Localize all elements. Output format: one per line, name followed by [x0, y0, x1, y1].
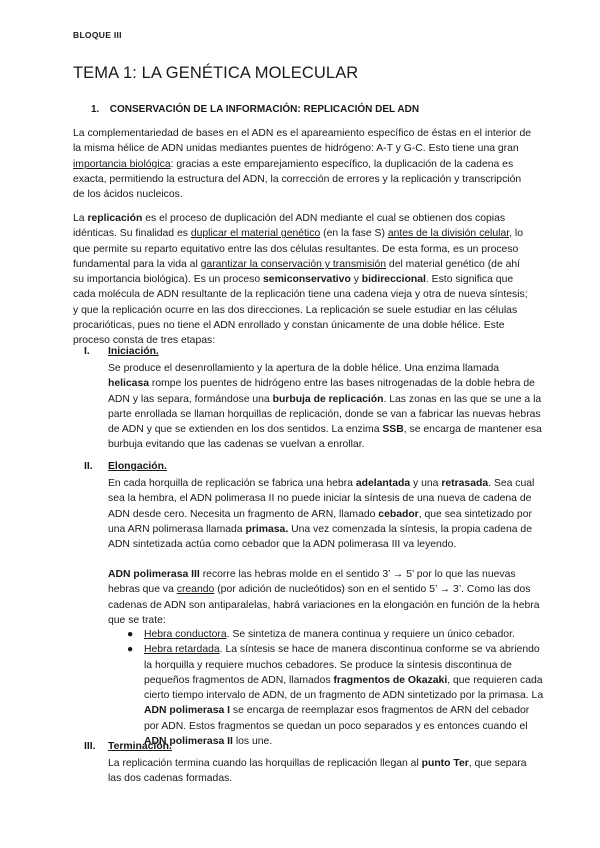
strand-list: [124, 627, 544, 749]
replication-paragraph: La replicación es el proceso de duplicación del ADN mediante el cual se obtienen dos copias idénticas. Su finalidad es duplicar el material genético (en la fase S) antes de la división celular, lo que permite su reparto equitativo entre las dos células resultantes. De esta forma, es un proceso fundamental para la vida al garantizar la conservación y transmisión del material genético (de ahí su importancia biológica). Es un proceso semiconservativo y bidireccional. Esto significa que cada molécula de ADN resultante de la replicación tiene una cadena vieja y otra de nueva síntesis; y que la replicación ocurre en las dos direcciones. La replicación se suele estudiar en las células procarióticas, pues no tiene el ADN enrollado y constan únicamente de una doble hélice. Este proceso consta de tres etapas:: [73, 213, 528, 347]
stage-number: I.: [84, 346, 90, 357]
underlined-text: garantizar la conservación y transmisión: [200, 258, 387, 270]
stage-body: En cada horquilla de replicación se fabrica una hebra adelantada y una retrasada. Sea cual sea la hembra, el ADN polimerasa II no puede iniciar la síntesis de una nueva de cadena de ADN desde cero. Necesita un fragmento de ARN, llamado cebador, que sea sintetizado por una ARN polimerasa llamada primasa. Una vez comenzada la síntesis, la propia cadena de ADN sintetizada actúa como cebador que la ADN polimerasa III va leyendo.: [108, 478, 535, 551]
stage-body: Se produce el desenrollamiento y la apertura de la doble hélice. Una enzima llamada helicasa rompe los puentes de hidrógeno entre las bases nitrogenadas de la doble hebra de ADN y las separa, formándose una burbuja de replicación. Las zonas en las que se une a la parte enrollada se llaman horquillas de replicación, donde se van a fabricar las nuevas hebras de ADN y que se extienden en los dos sentidos. La enzima SSB, se encarga de mantener esa burbuja evitando que las cadenas se vuelvan a enrollar.: [108, 363, 542, 451]
stage-title: Terminación.: [108, 741, 172, 752]
page-header: BLOQUE III: [73, 30, 122, 40]
stage-number: III.: [84, 741, 96, 752]
section-title: CONSERVACIÓN DE LA INFORMACIÓN: REPLICACIÓN DEL ADN: [109, 104, 420, 115]
underlined-text: antes de la división celular: [387, 228, 510, 240]
intro-paragraph: La complementariedad de bases en el ADN es el apareamiento específico de éstas en el interior de la misma hélice de ADN unidas mediantes puentes de hidrógeno: A-T y G-C. Esto tiene una gran importancia biológica: gracias a este emparejamiento específico, la duplicación de la cadena es exacta, permitiendo la estructura del ADN, la corrección de errores y la replicación y transcripción de los ácidos nucleicos.: [73, 128, 532, 201]
underlined-text: duplicar el material genético: [190, 228, 321, 240]
list-item: ● Hebra retardada. La síntesis se hace de manera discontinua conforme se va abriendo la horquilla y requiere muchos cebadores. Se produce la síntesis discontinua de pequeños fragmentos de ADN, llamados fragmentos de Okazaki, que requieren cada cierto tiempo intervalo de ADN, de un fragmento de ADN sintetizado por la primasa. La ADN polimerasa I se encarga de reemplazar esos fragmentos de ARN del cebador por ADN. Estos fragmentos se quedan un poco separados y es entonces cuando el ADN polimerasa II los une.: [127, 644, 544, 748]
underlined-text: importancia biológica: [73, 158, 171, 170]
bullet-icon: ●: [127, 629, 134, 640]
stage-title: Elongación.: [108, 461, 167, 472]
stage-title: Iniciación.: [108, 346, 159, 357]
list-item: ● Hebra conductora. Se sintetiza de manera continua y requiere un único cebador.: [124, 627, 544, 642]
page-title: TEMA 1: LA GENÉTICA MOLECULAR: [73, 64, 359, 82]
bold-term: replicación: [87, 213, 143, 224]
bullet-icon: ●: [127, 644, 134, 656]
section-number: 1.: [91, 104, 100, 115]
stage-body: La replicación termina cuando las horquillas de replicación llegan al punto Ter, que separa las dos cadenas formadas.: [108, 758, 527, 785]
section-heading: [91, 104, 419, 115]
bold-term: bidireccional: [361, 274, 426, 286]
stage-body-paragraph: ADN polimerasa III recorre las hebras molde en el sentido 3’ → 5’ por lo que las nuevas hebras que va creando (por adición de nucleótidos) son en el sentido 5’ → 3’. Como las dos cadenas de ADN son antiparalelas, habrá variaciones en la elongación en función de la hebra que se trate:: [108, 569, 540, 626]
bold-term: semiconservativo: [263, 274, 351, 286]
stage-number: II.: [84, 461, 93, 472]
